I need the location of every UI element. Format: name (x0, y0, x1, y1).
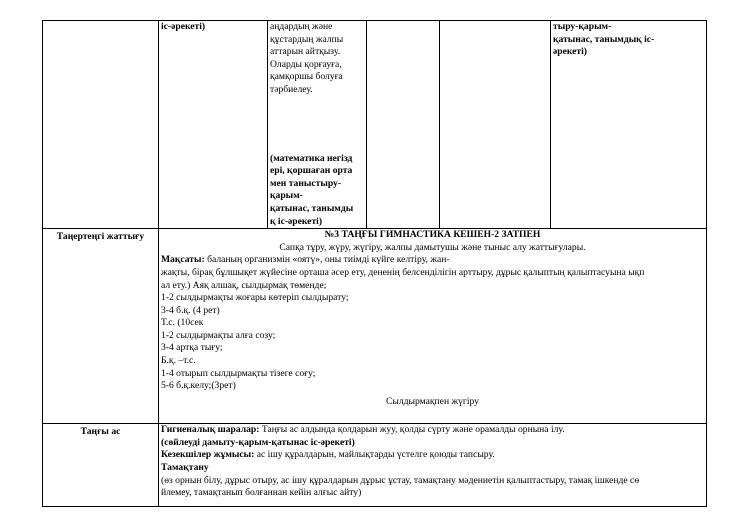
duty-line (161, 449, 704, 462)
top-row-col3-cell (268, 21, 367, 229)
top-row-col2-cell (159, 21, 268, 229)
daily-plan-table (42, 20, 707, 507)
top-activity-row (43, 21, 707, 229)
exercise-line: ал ету.) Аяқ алшақ, сылдырмақ төменде; (161, 279, 327, 291)
gymnastics-subtitle: Сапқа тұру, жүру, жүгіру, жалпы дамытушы және тыныс алу жаттығулары. (279, 241, 586, 253)
goal-continuation: жақты, бірақ бұлшықет жүйесіне орташа әсер ету, дененің белсенділігін арттыру, дұрыс қалыптың қалыптасуына ықп (161, 266, 645, 278)
exercise-line: 1-2 сылдырмақты жоғары көтеріп сылдырату; (161, 292, 349, 304)
col3-bold-line: мен таныстыру- (270, 177, 342, 189)
meal-text-continuation: йлемеу, тамақтанып болғаннан кейін алғыс айту) (161, 487, 362, 499)
exercise-line: 3-4 б.қ. (4 рет) (161, 304, 220, 316)
top-row-col6-cell (551, 21, 707, 229)
col3-bold-line: (математика негізд (270, 152, 353, 164)
exercise-line: 5-6 б.қ.келу;(3рет) (161, 380, 236, 392)
col3-line: құстардың жалпы (270, 33, 344, 45)
top-row-col5-cell (440, 21, 551, 229)
duty-label: Кезекшілер жұмысы: (161, 449, 255, 461)
gymnastics-row (43, 229, 707, 424)
hygiene-label: Гигиеналық шаралар: (161, 424, 260, 436)
col3-line: аңдардың және (270, 21, 333, 32)
duty-text: ас ішу құралдарын, майлықтарды үстелге қоюды тапсыру. (254, 449, 495, 461)
gymnastics-label: Таңертеңгі жаттығу (56, 231, 145, 243)
col3-line: Оларды қорғауға, (270, 58, 342, 70)
meal-label: Тамақтану (161, 461, 209, 473)
hygiene-line (161, 424, 704, 437)
meal-text: (өз орнын білу, дұрыс отыру, ас ішу құралдарын дұрыс ұстау, тамақтану мәдениетін қалыптастыру, тамақ ішкенде сө (161, 474, 640, 486)
exercise-line: Б.қ. –т.с. (161, 355, 196, 367)
goal-label: Мақсаты: (161, 254, 205, 266)
col6-line: тыру-қарым- (553, 21, 612, 32)
col3-bold-line: ері, қоршаған орта (270, 165, 353, 177)
goal-text: баланың организмін «оятү», оны тиімді күйге келтіру, жан- (204, 254, 450, 266)
col6-line: әрекеті) (553, 46, 587, 58)
breakfast-content-cell (159, 424, 707, 507)
col3-bold-line: қатынас, танымды (270, 202, 354, 214)
col3-bold-line: қ іс-әрекеті) (270, 215, 323, 227)
gymnastics-closing: Сылдырмақпен жүгіру (386, 395, 479, 407)
top-row-label-cell (43, 21, 159, 229)
gymnastics-title: №3 ТАҢҒЫ ГИМНАСТИКА КЕШЕН-2 ЗАТПЕН (324, 229, 541, 241)
hygiene-note: (сөйлеуді дамыту-қарым-қатынас іс-әрекеті) (161, 436, 355, 448)
exercise-line: 1-2 сылдырмақты алға созу; (161, 329, 276, 341)
breakfast-label: Таңғы ас (80, 426, 121, 438)
col3-spacer (270, 97, 364, 153)
exercise-line: Т.с. (10сек (161, 317, 204, 329)
col3-line: қамқоршы болуға (270, 71, 343, 83)
col6-line: қатынас, танымдық іс- (553, 33, 655, 45)
gymnastics-label-cell (43, 229, 159, 424)
col2-text: іс-әрекеті) (161, 21, 206, 32)
breakfast-row (43, 424, 707, 507)
exercise-line: 3-4 артқа тығу; (161, 342, 223, 354)
col3-bold-line: қарым- (270, 190, 303, 202)
top-row-col4-cell (367, 21, 440, 229)
exercise-line: 1-4 отырып сылдырмақты тізеге соғу; (161, 367, 316, 379)
gymnastics-goal (161, 254, 704, 267)
col3-line: аттарын айтқызу. (270, 46, 341, 58)
hygiene-text: Таңғы ас алдында қолдарын жуу, қолды сүрту және орамалды орнына ілу. (259, 424, 565, 436)
breakfast-label-cell (43, 424, 159, 507)
gymnastics-content-cell (159, 229, 707, 424)
col3-line: тәрбиелеу. (270, 83, 313, 95)
